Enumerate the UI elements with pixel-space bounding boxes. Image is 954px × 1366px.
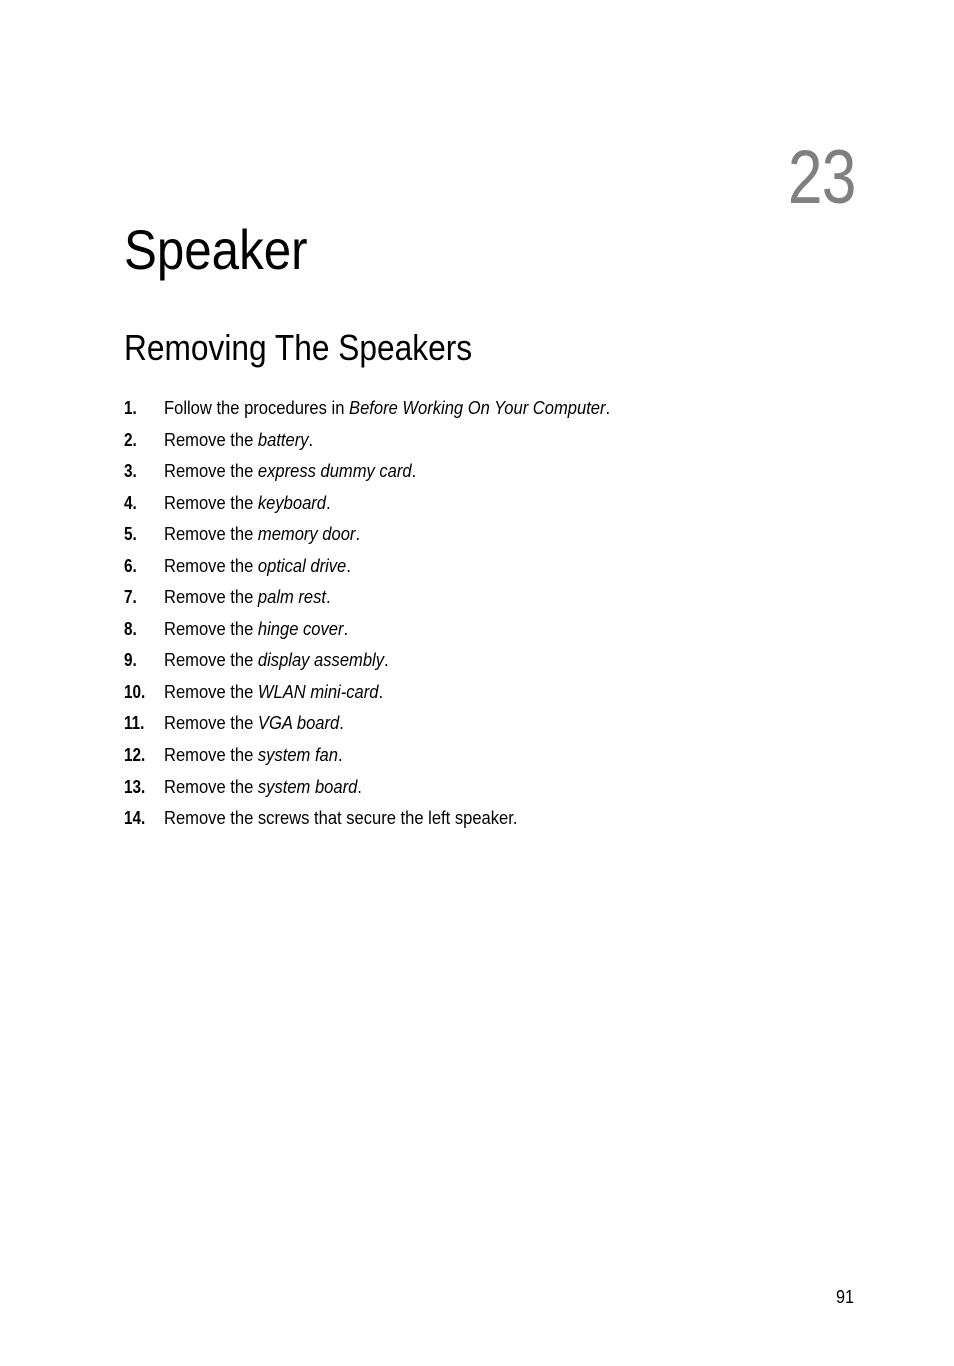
step-12: [124, 740, 884, 772]
step-number: 5.: [124, 524, 137, 545]
procedure-steps: [124, 393, 884, 835]
step-14: [124, 803, 884, 835]
step-prefix: Remove the: [164, 429, 258, 450]
step-10: [124, 677, 884, 709]
step-8: [124, 614, 884, 646]
step-suffix: .: [605, 398, 611, 418]
step-7: [124, 582, 884, 614]
step-number: 10.: [124, 681, 146, 702]
step-1: [124, 393, 884, 425]
step-number: 13.: [124, 776, 146, 797]
step-text: [164, 488, 331, 520]
step-suffix: .: [378, 681, 384, 702]
step-number: 7.: [124, 587, 137, 608]
step-prefix: Remove the screws that secure the left speaker.: [164, 808, 518, 829]
step-6: [124, 551, 884, 583]
step-link[interactable]: memory door: [257, 524, 356, 545]
step-number: 8.: [124, 618, 137, 639]
step-suffix: .: [346, 555, 351, 576]
step-suffix: .: [326, 492, 331, 513]
step-text: [164, 551, 351, 583]
step-link[interactable]: express dummy card: [257, 461, 412, 482]
step-link[interactable]: optical drive: [257, 555, 347, 576]
step-suffix: .: [357, 776, 362, 797]
step-number: 4.: [124, 492, 137, 513]
step-number: 1.: [124, 398, 137, 418]
step-prefix: Remove the: [164, 745, 258, 766]
step-link[interactable]: VGA board: [257, 713, 340, 734]
step-text: [164, 456, 416, 488]
step-number: 14.: [124, 808, 146, 829]
step-text: [164, 803, 517, 835]
step-number: 3.: [124, 461, 137, 482]
step-number: 11.: [124, 713, 145, 734]
step-suffix: .: [383, 650, 389, 671]
step-text: [164, 582, 331, 614]
step-suffix: .: [355, 524, 361, 545]
step-prefix: Remove the: [164, 618, 258, 639]
step-number: 12.: [124, 745, 146, 766]
step-suffix: .: [339, 713, 344, 734]
step-link[interactable]: battery: [257, 429, 309, 450]
step-text: [164, 740, 343, 772]
step-number: 9.: [124, 650, 137, 671]
step-11: [124, 708, 884, 740]
chapter-title: Speaker: [124, 218, 308, 281]
step-prefix: Remove the: [164, 713, 258, 734]
step-text: [164, 677, 383, 709]
step-9: [124, 645, 884, 677]
step-prefix: Remove the: [164, 492, 258, 513]
section-title: Removing The Speakers: [124, 327, 473, 368]
step-prefix: Remove the: [164, 650, 258, 671]
step-13: [124, 772, 884, 804]
step-link[interactable]: system fan: [257, 745, 338, 766]
step-prefix: Remove the: [164, 555, 258, 576]
step-link[interactable]: WLAN mini-card: [257, 681, 379, 702]
step-text: [164, 393, 610, 425]
step-prefix: Remove the: [164, 587, 258, 608]
step-prefix: Follow the procedures in: [164, 398, 350, 418]
step-4: [124, 488, 884, 520]
step-suffix: .: [326, 587, 331, 608]
step-suffix: .: [337, 745, 343, 766]
step-text: [164, 425, 313, 457]
step-number: 6.: [124, 555, 137, 576]
page-number: 91: [835, 1287, 854, 1307]
step-prefix: Remove the: [164, 461, 258, 482]
step-link[interactable]: display assembly: [257, 650, 384, 671]
step-text: [164, 708, 344, 740]
step-prefix: Remove the: [164, 524, 258, 545]
step-3: [124, 456, 884, 488]
step-5: [124, 519, 884, 551]
step-link[interactable]: palm rest: [257, 587, 327, 608]
step-number: 2.: [124, 429, 137, 450]
step-text: [164, 519, 360, 551]
step-suffix: .: [343, 618, 349, 639]
chapter-number: 23: [788, 135, 856, 220]
step-text: [164, 645, 389, 677]
step-text: [164, 614, 348, 646]
step-text: [164, 772, 362, 804]
step-suffix: .: [308, 429, 314, 450]
step-prefix: Remove the: [164, 681, 258, 702]
step-2: [124, 425, 884, 457]
step-suffix: .: [411, 461, 417, 482]
step-link[interactable]: system board: [257, 776, 358, 797]
step-link[interactable]: keyboard: [257, 492, 327, 513]
step-link[interactable]: hinge cover: [257, 618, 344, 639]
step-link[interactable]: Before Working On Your Computer: [349, 398, 606, 418]
step-prefix: Remove the: [164, 776, 258, 797]
